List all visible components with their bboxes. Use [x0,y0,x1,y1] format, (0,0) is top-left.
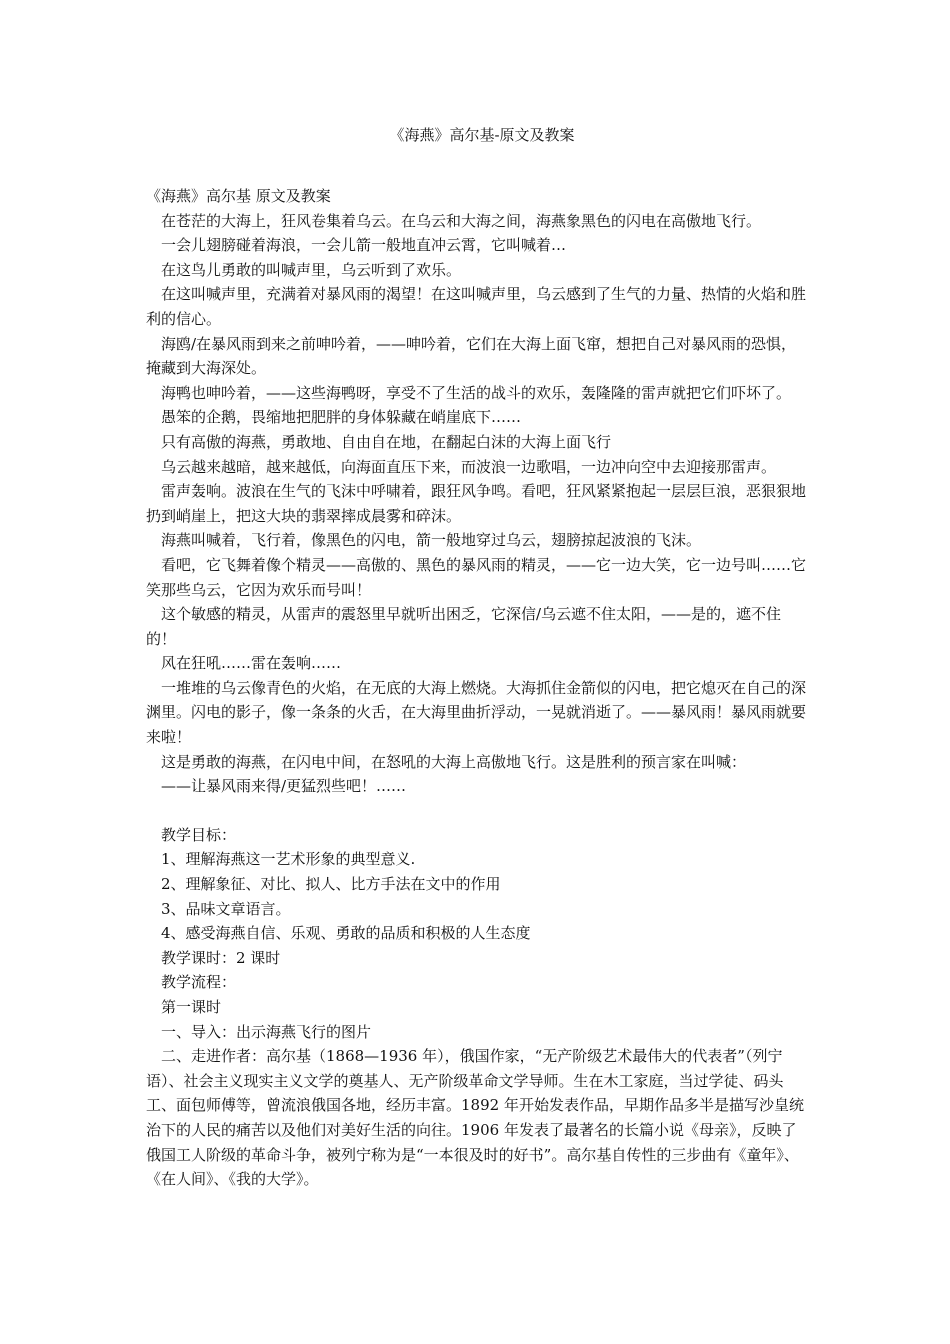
lesson-heading: 教学目标： [161,825,237,844]
objective-item: 2、理解象征、对比、拟人、比方手法在文中的作用 [161,875,501,894]
lesson-hours: 教学课时：2 课时 [161,948,281,967]
paragraph: 愚笨的企鹅，畏缩地把肥胖的身体躲藏在峭崖底下…… [161,408,522,427]
blank-line [146,799,810,823]
paragraph: 海鸭也呻吟着，——这些海鸭呀，享受不了生活的战斗的欢乐，轰隆隆的雷声就把它们吓坏了。 [161,383,792,402]
lesson-flow-heading: 教学流程： [161,973,237,992]
paragraph: 看吧，它飞舞着像个精灵——高傲的、黑色的暴风雨的精灵，——它一边大笑，它一边号叫……它笑那些乌云，它因为欢乐而号叫！ [146,555,807,599]
paragraph: 这是勇敢的海燕，在闪电中间，在怒吼的大海上高傲地飞行。这是胜利的预言家在叫喊： [161,752,747,771]
lesson-step: 一、导入：出示海燕飞行的图片 [161,1022,372,1041]
paragraph: 乌云越来越暗，越来越低，向海面直压下来，而波浪一边歌唱，一边冲向空中去迎接那雷声。 [161,457,777,476]
paragraph: 在这叫喊声里，充满着对暴风雨的渴望！在这叫喊声里，乌云感到了生气的力量、热情的火焰和胜利的信心。 [146,285,807,328]
paragraph: 海燕叫喊着，飞行着，像黑色的闪电，箭一般地穿过乌云，翅膀掠起波浪的飞沫。 [161,531,702,550]
section-heading: 《海燕》高尔基 原文及教案 [146,187,331,205]
paragraph: 风在狂吼……雷在轰响…… [161,654,342,673]
lesson-period: 第一课时 [161,998,222,1016]
paragraph: ——让暴风雨来得/更猛烈些吧！…… [161,777,407,796]
document-title: 《海燕》高尔基-原文及教案 [389,126,575,144]
paragraph: 在这鸟儿勇敢的叫喊声里，乌云听到了欢乐。 [161,260,462,279]
paragraph: 一堆堆的乌云像青色的火焰，在无底的大海上燃烧。大海抓住金箭似的闪电，把它熄灭在自己的深渊里。闪电的影子，像一条条的火舌，在大海里曲折浮动，一晃就消逝了。——暴风雨！暴风雨就要来啦！ [146,678,807,747]
objective-item: 1、理解海燕这一艺术形象的典型意义. [161,850,416,869]
paragraph: 在苍茫的大海上，狂风卷集着乌云。在乌云和大海之间，海燕象黑色的闪电在高傲地飞行。 [161,211,762,230]
paragraph: 一会儿翅膀碰着海浪，一会儿箭一般地直冲云霄，它叫喊着… [161,236,567,255]
paragraph: 只有高傲的海燕，勇敢地、自由自在地，在翻起白沫的大海上面飞行 [161,432,612,451]
paragraph: 雷声轰响。波浪在生气的飞沫中呼啸着，跟狂风争鸣。看吧，狂风紧紧抱起一层层巨浪，恶狠狠地扔到峭崖上，把这大块的翡翠摔成晨雾和碎沫。 [146,482,807,525]
objective-item: 4、感受海燕自信、乐观、勇敢的品质和积极的人生态度 [161,924,531,943]
objective-item: 3、品味文章语言。 [161,899,291,918]
poem-section [146,184,810,799]
paragraph: 这个敏感的精灵，从雷声的震怒里早就听出困乏，它深信/乌云遮不住太阳，——是的，遮不住的！ [146,605,782,648]
document-page [146,122,810,1192]
lesson-plan-section [146,823,810,1192]
paragraph: 海鸥/在暴风雨到来之前呻吟着，——呻吟着，它们在大海上面飞窜，想把自己对暴风雨的恐惧，掩藏到大海深处。 [146,334,797,378]
lesson-step: 二、走进作者：高尔基（1868—1936 年），俄国作家，“无产阶级艺术最伟大的代表者”（列宁语）、社会主义现实主义文学的奠基人、无产阶级革命文学导师。生在木工家庭，当过学徒、码头工、面包师傅等，曾流浪俄国各地，经历丰富。1892 年开始发表作品，早期作品多半是描写沙皇统治下的人民的痛苦以及他们对美好生活的向往。1906 年发表了最著名的长篇小说《母亲》，反映了俄国工人阶级的革命斗争，被列宁称为是“一本很及时的好书”。高尔基自传性的三步曲有《童年》、《在人间》、《我的大学》。 [146,1047,804,1189]
